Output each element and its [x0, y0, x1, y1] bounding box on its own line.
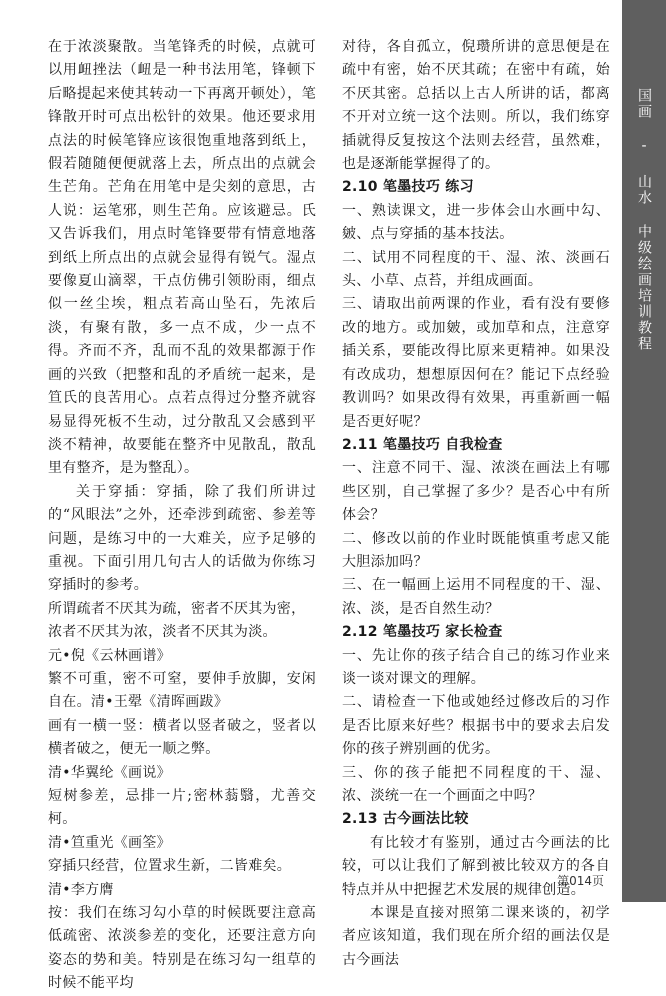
- paragraph: 对待，各自孤立，倪瓒所讲的意思便是在疏中有密，始不厌其疏；在密中有疏，始不厌其密。总括以上古人所讲的话，都离不开对立统一这个法则。所以，我们练穿插就得反复按这个法则去经营，虽然难，也是逐渐能掌握得了的。: [342, 39, 610, 173]
- paragraph: 关于穿插：穿插，除了我们所讲过的“风眼法”之外，还牵涉到疏密、参差等问题，是练习中的一大难关，应予足够的重视。下面引用几句古人的话做为你练习穿插时的参考。: [48, 483, 316, 594]
- section-heading: 2.11 笔墨技巧 自我检查: [342, 436, 503, 453]
- section-heading: 2.10 笔墨技巧 练习: [342, 179, 474, 196]
- paragraph: 在于浓淡聚散。当笔锋秃的时候，点就可以用衄挫法（衄是一种书法用笔，锋顿下后略提起来使其转动一下再离开顿处），笔锋散开时可点出松针的效果。他还要求用点法的时候笔锋应该很饱重地落到纸上，假若随随便便就落上去，所点出的点就会生芒角。芒角在用笔中是尖刻的意思，古人说：运笔邪，则生芒角。应该避忌。氏又告诉我们，用点时笔锋要带有情意地落到纸上所点出的点就会显得有锐气。湿点要像夏山滴翠，干点仿佛引领盼雨，细点似一丝尘埃，粗点若高山坠石，先浓后淡，有聚有散，多一点不成，少一点不得。齐而不齐，乱而不乱的效果都源于作画的兴致（把整和乱的矛盾统一起来，是笪氏的良苦用心。点若点得过分整齐就容易显得死板不生动，过分散乱又会感到平淡不精神，故要能在整齐中见散乱，散乱里有整齐，是为整乱）。: [48, 39, 316, 477]
- quote-source: 清•华翼纶《画说》: [48, 764, 171, 781]
- exercise-item: 二、修改以前的作业时既能慎重考虑又能大胆添加吗？: [342, 530, 610, 570]
- quote-line: 画有一横一竖：横者以竖者破之，竖者以横者破之，便无一顺之弊。: [48, 717, 316, 758]
- exercise-item: 二、请检查一下他或她经过修改后的习作是否比原来好些？根据书中的要求去启发你的孩子辨别画的优劣。: [342, 694, 610, 758]
- page-number: 第014页: [557, 874, 604, 888]
- paragraph: 有比较才有鉴别，通过古今画法的比较，可以让我们了解到被比较双方的各自特点并从中把握艺术发展的规律创造。: [342, 834, 610, 898]
- section-heading: 2.12 笔墨技巧 家长检查: [342, 624, 503, 641]
- exercise-item: 二、试用不同程度的干、湿、浓、淡画石头、小草、点苔，并组成画面。: [342, 249, 610, 290]
- right-column: [342, 36, 610, 972]
- exercise-item: 三、在一幅画上运用不同程度的干、湿、浓、淡，是否自然生动？: [342, 577, 610, 617]
- exercise-item: 一、先让你的孩子结合自己的练习作业来谈一谈对课文的理解。: [342, 647, 610, 687]
- section-heading: 2.13 古今画法比较: [342, 811, 469, 828]
- quote-source: 清•李方膺: [48, 881, 114, 898]
- exercise-item: 三、你的孩子能把不同程度的干、湿、浓、淡统一在一个画面之中吗？: [342, 764, 610, 804]
- side-tab: [622, 0, 666, 902]
- quote-line: 所谓疏者不厌其为疏，密者不厌其为密，: [48, 600, 306, 617]
- exercise-item: 一、熟读课文，进一步体会山水画中勾、皴、点与穿插的基本技法。: [342, 202, 610, 243]
- paragraph: 按：我们在练习勾小草的时候既要注意高低疏密、浓淡参差的变化，还要注意方向姿态的势和美。特别是在练习勾一组草的时候不能平均: [48, 905, 316, 992]
- exercise-item: 一、注意不同干、湿、浓淡在画法上有哪些区别，自己掌握了多少？是否心中有所体会？: [342, 460, 610, 524]
- exercise-item: 三、请取出前两课的作业，看有没有要修改的地方。或加皴，或加草和点，注意穿插关系，要能改得比原来更精神。如果没有改成功，想想原因何在？能记下点经验教训吗？如果改得有效果，再重新画一幅是否更好呢？: [342, 296, 610, 430]
- side-tab-title: 国画 - 山水 中级绘画培训教程: [636, 88, 652, 352]
- quote-line: 短树参差，忌排一片;密林蓊翳，尤善交柯。: [48, 788, 316, 828]
- quote-source: 清•笪重光《画筌》: [48, 834, 171, 851]
- quote-line: 穿插只经营，位置求生新，二皆难矣。: [48, 858, 292, 875]
- left-column: [48, 36, 316, 996]
- quote-line: 浓者不厌其为浓，淡者不厌其为淡。: [48, 624, 277, 641]
- quote-source: 元•倪《云林画谱》: [48, 647, 171, 664]
- quote-line: 繁不可重，密不可窒，要伸手放脚，安闲自在。清•王翚《清晖画跋》: [48, 670, 316, 711]
- paragraph: 本课是直接对照第二课来谈的，初学者应该知道，我们现在所介绍的画法仅是古今画法: [342, 905, 610, 968]
